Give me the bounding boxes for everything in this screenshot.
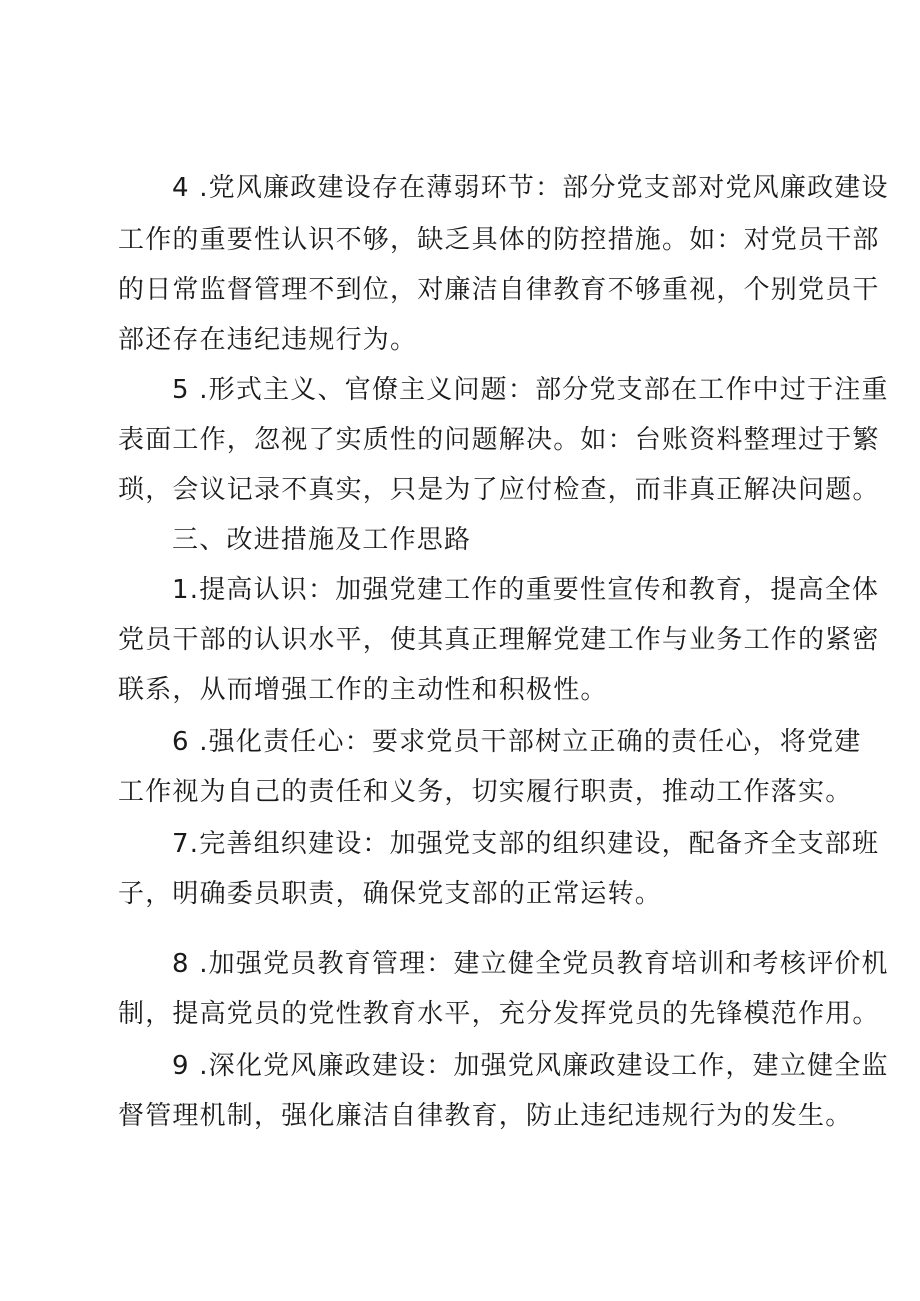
section-heading: 三、改进措施及工作思路 [172,525,472,555]
paragraph-4-line-2: 工作的重要性认识不够，缺乏具体的防控措施。如：对党员干部 [118,225,880,255]
item-6-line-2: 工作视为自己的责任和义务，切实履行职责，推动工作落实。 [118,777,853,807]
item-9-line-1: 9 .深化党风廉政建设：加强党风廉政建设工作，建立健全监 [172,1051,889,1081]
paragraph-4-line-4: 部还存在违纪违规行为。 [118,325,418,355]
paragraph-5-line-1: 5 .形式主义、官僚主义问题：部分党支部在工作中过于注重 [172,375,889,405]
paragraph-5-line-2: 表面工作，忽视了实质性的问题解决。如：台账资料整理过于繁 [118,425,880,455]
item-8-line-2: 制，提高党员的党性教育水平，充分发挥党员的先锋模范作用。 [118,999,880,1029]
item-1-line-1: 1.提高认识：加强党建工作的重要性宣传和教育，提高全体 [172,575,880,605]
item-1-line-2: 党员干部的认识水平，使其真正理解党建工作与业务工作的紧密 [118,625,880,655]
paragraph-4-line-3: 的日常监督管理不到位，对廉洁自律教育不够重视，个别党员干 [118,275,880,305]
item-6-line-1: 6 .强化责任心：要求党员干部树立正确的责任心，将党建 [172,727,862,757]
item-9-line-2: 督管理机制，强化廉洁自律教育，防止违纪违规行为的发生。 [118,1101,853,1131]
item-7-line-1: 7.完善组织建设：加强党支部的组织建设，配备齐全支部班 [172,829,880,859]
paragraph-4-line-1: 4 .党风廉政建设存在薄弱环节：部分党支部对党风廉政建设 [172,173,889,203]
item-8-line-1: 8 .加强党员教育管理：建立健全党员教育培训和考核评价机 [172,949,889,979]
item-7-line-2: 子，明确委员职责，确保党支部的正常运转。 [118,879,663,909]
item-1-line-3: 联系，从而增强工作的主动性和积极性。 [118,675,608,705]
paragraph-5-line-3: 琐，会议记录不真实，只是为了应付检查，而非真正解决问题。 [118,475,880,505]
